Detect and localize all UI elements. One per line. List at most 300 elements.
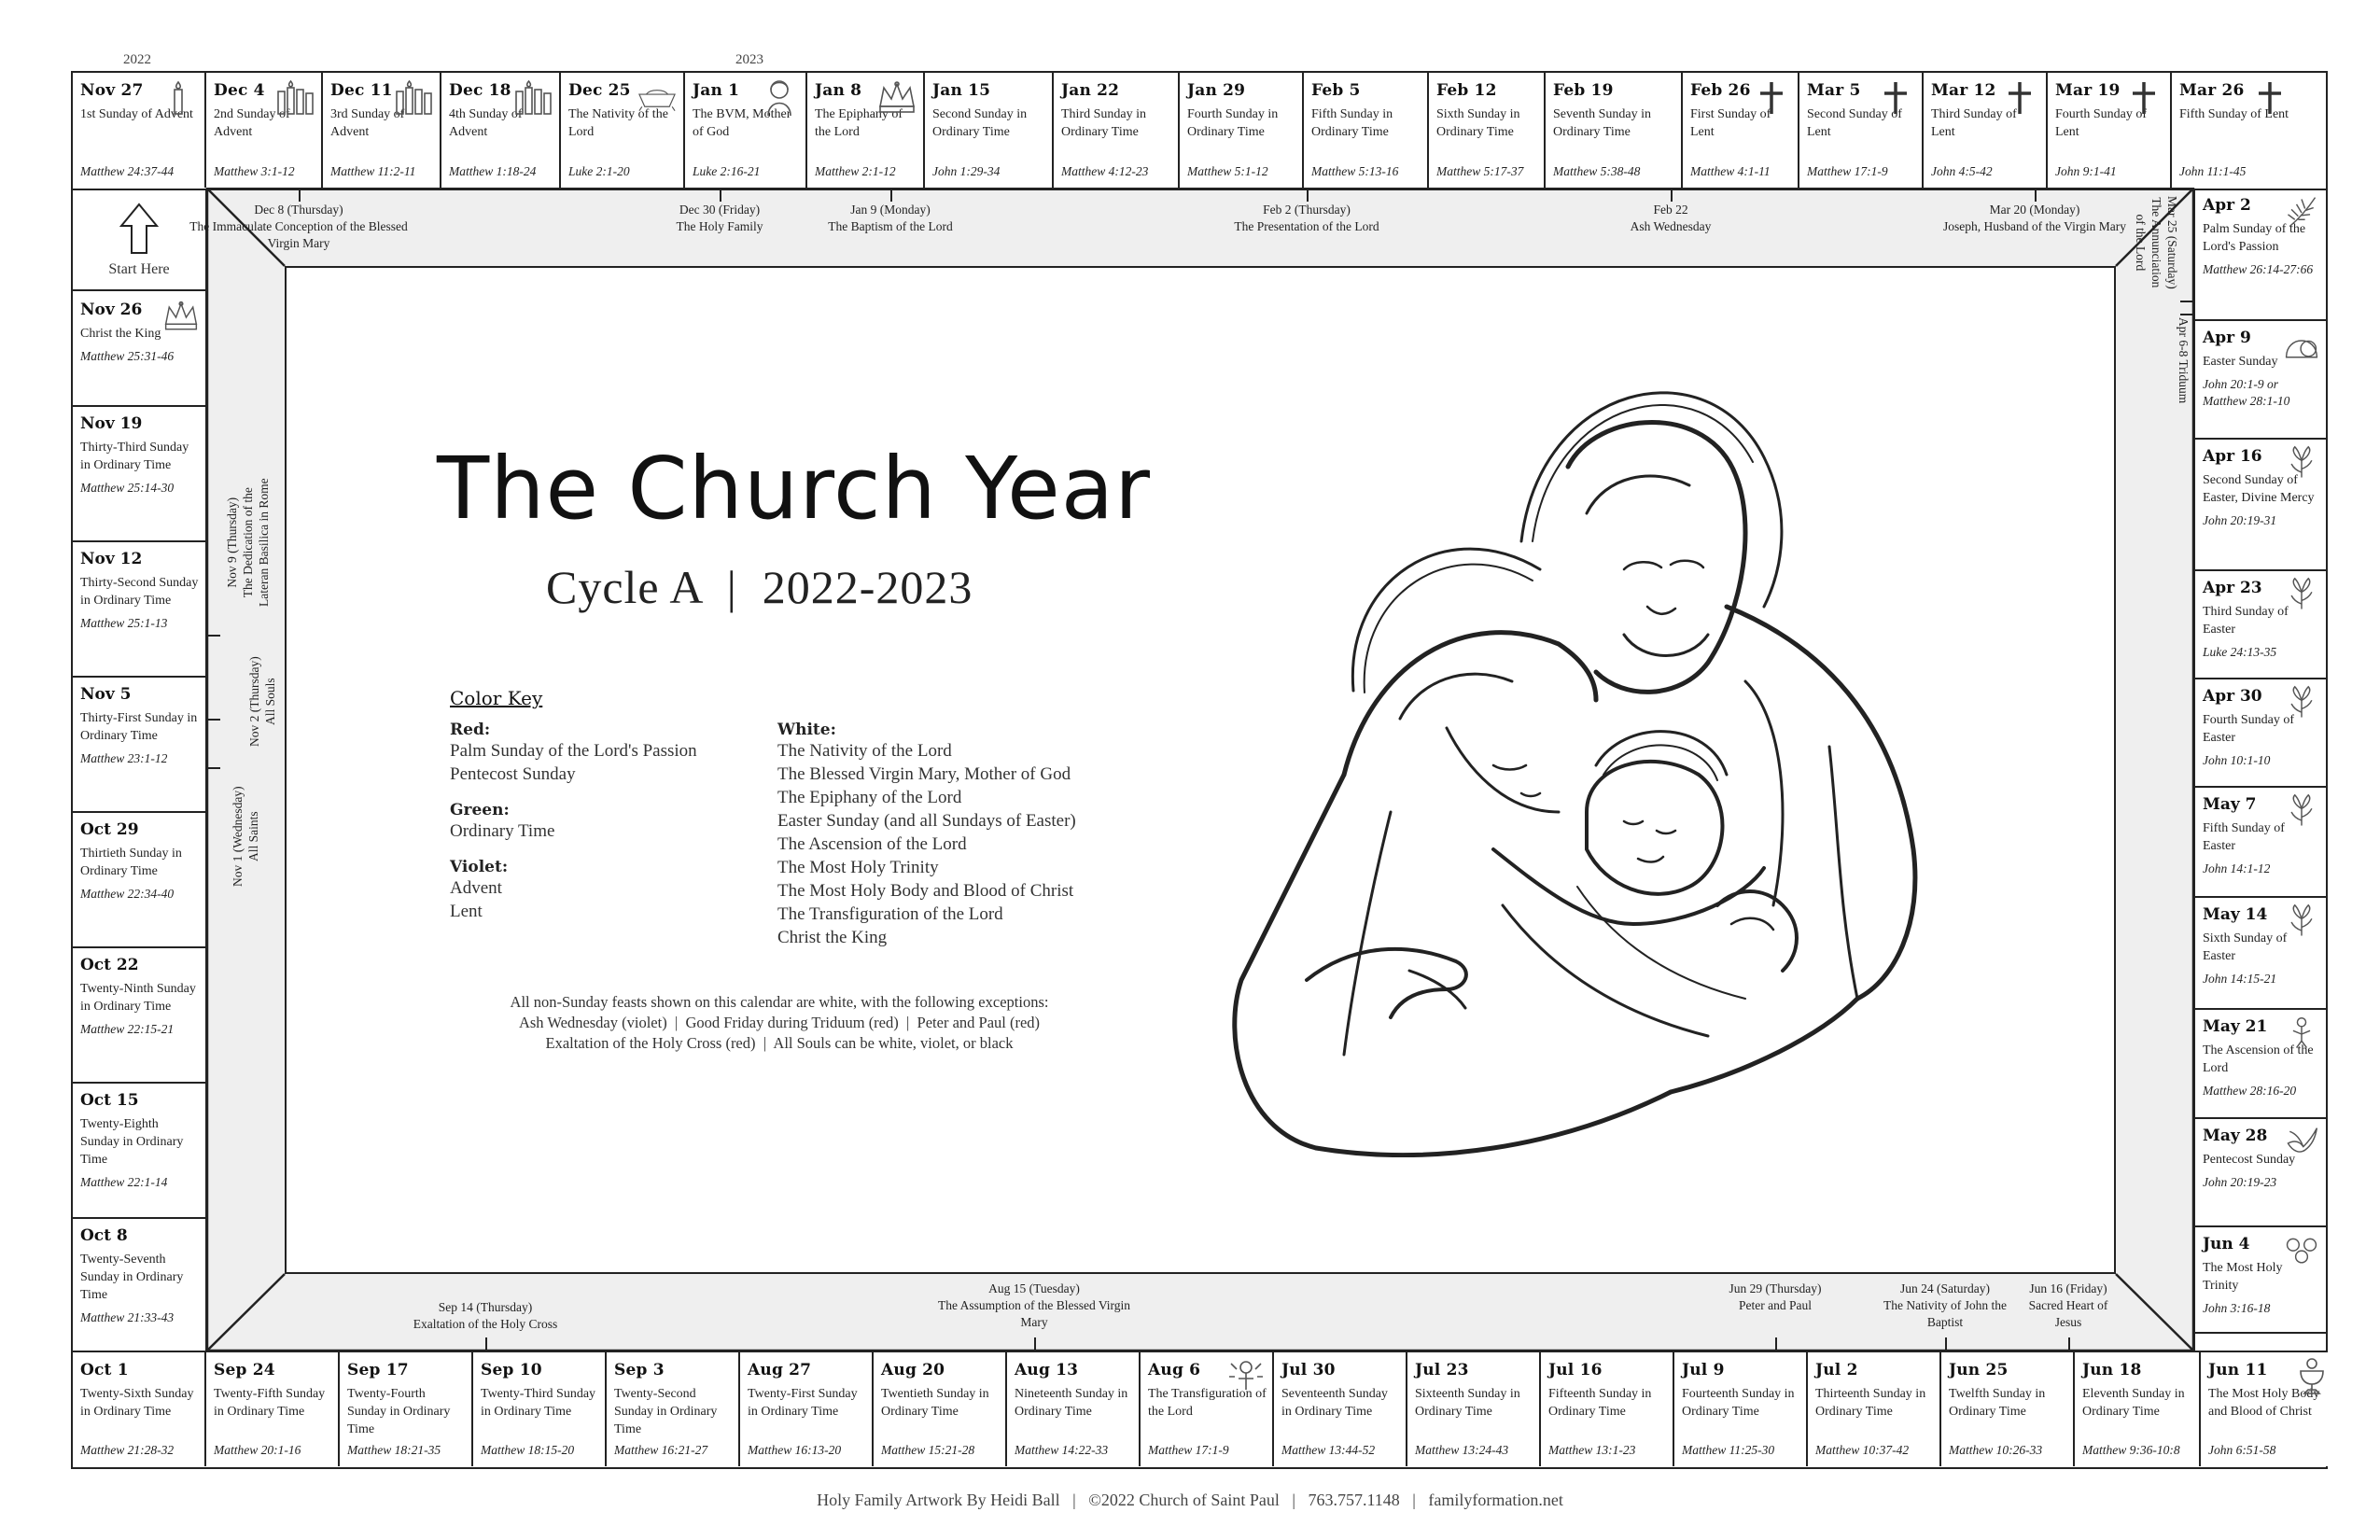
bottom-cell-aug-27 bbox=[740, 1352, 874, 1466]
cell-reading: John 9:1-41 bbox=[2055, 164, 2117, 178]
cell-reading: John 3:16-18 bbox=[2203, 1301, 2271, 1315]
lily-icon bbox=[2283, 577, 2320, 614]
feast-name: The Presentation of the Lord bbox=[1234, 219, 1379, 233]
feast-name: All Souls bbox=[263, 678, 277, 725]
cell-reading: Matthew 20:1-16 bbox=[214, 1443, 301, 1457]
page-title: The Church Year bbox=[437, 439, 1151, 539]
right_col-cell-apr-30 bbox=[2195, 679, 2326, 788]
cell-date: Jul 2 bbox=[1815, 1361, 1858, 1379]
cell-name: Thirty-Third Sunday in Ordinary Time bbox=[80, 441, 189, 472]
cell-reading: Matthew 17:1-9 bbox=[1807, 164, 1888, 178]
feast-date: Dec 30 (Friday) bbox=[679, 203, 761, 217]
top-cell-jan-29 bbox=[1180, 73, 1304, 188]
holy-family-artwork bbox=[1185, 327, 1969, 1157]
crown-icon bbox=[876, 78, 917, 116]
cell-date: Apr 9 bbox=[2203, 329, 2251, 347]
cell-reading: Matthew 10:26-33 bbox=[1949, 1443, 2043, 1457]
cell-date: Jan 8 bbox=[815, 81, 862, 100]
cell-name: 4th Sunday of Advent bbox=[449, 107, 523, 139]
cell-reading: Matthew 10:37-42 bbox=[1815, 1443, 1910, 1457]
right_col-cell-may-7 bbox=[2195, 788, 2326, 898]
cell-name: 2nd Sunday of Advent bbox=[214, 107, 290, 139]
feast-date: Jun 29 (Thursday) bbox=[1729, 1281, 1822, 1295]
notes-line: Exaltation of the Holy Cross (red) | All Souls can be white, violet, or black bbox=[545, 1034, 1014, 1052]
year-label-2023: 2023 bbox=[735, 52, 763, 67]
cell-date: Oct 15 bbox=[80, 1091, 139, 1110]
feast-date: Feb 22 bbox=[1653, 203, 1688, 217]
cell-name: Third Sunday of Easter bbox=[2203, 605, 2289, 637]
cell-reading: Matthew 18:15-20 bbox=[481, 1443, 575, 1457]
cell-name: Twenty-Fourth Sunday in Ordinary Time bbox=[347, 1387, 451, 1436]
cell-reading: John 11:1-45 bbox=[2179, 164, 2247, 178]
feast-date: Nov 9 (Thursday) bbox=[225, 497, 239, 588]
feast-tick bbox=[299, 189, 301, 202]
cell-name: Fifth Sunday of Easter bbox=[2203, 821, 2285, 853]
feast-label bbox=[188, 202, 410, 252]
white-item: The Ascension of the Lord bbox=[777, 834, 967, 854]
palm-icon bbox=[2283, 194, 2320, 231]
top-cell-feb-19 bbox=[1546, 73, 1683, 188]
cell-reading: Matthew 25:1-13 bbox=[80, 616, 168, 630]
advent-candle-icon bbox=[158, 78, 199, 116]
cell-reading: Matthew 5:1-12 bbox=[1187, 164, 1268, 178]
bottom-cell-jul-9 bbox=[1674, 1352, 1808, 1466]
cell-name: Twenty-Ninth Sunday in Ordinary Time bbox=[80, 982, 196, 1014]
feast-date: Jun 16 (Friday) bbox=[2029, 1281, 2107, 1295]
cell-name: Fourteenth Sunday in Ordinary Time bbox=[1682, 1387, 1795, 1419]
right_col-cell-jun-4 bbox=[2195, 1227, 2326, 1334]
right_col-cell-apr-23 bbox=[2195, 571, 2326, 679]
bottom-cell-sep-17 bbox=[340, 1352, 473, 1466]
cell-date: Apr 23 bbox=[2203, 579, 2262, 597]
cell-reading: John 20:19-31 bbox=[2203, 513, 2277, 527]
color-key-left bbox=[450, 706, 767, 923]
green-label: Green: bbox=[450, 801, 510, 819]
cell-date: May 14 bbox=[2203, 905, 2268, 924]
cell-date: Aug 13 bbox=[1015, 1361, 1079, 1379]
cell-reading: John 14:15-21 bbox=[2203, 972, 2277, 986]
cell-reading: Matthew 4:12-23 bbox=[1061, 164, 1149, 178]
cell-name: The Most Holy Trinity bbox=[2203, 1261, 2283, 1293]
transfiguration-icon bbox=[1225, 1358, 1267, 1395]
right_col-cell-may-28 bbox=[2195, 1119, 2326, 1227]
cell-reading: Matthew 2:1-12 bbox=[815, 164, 896, 178]
cell-date: Apr 30 bbox=[2203, 687, 2262, 706]
cell-reading: Matthew 14:22-33 bbox=[1015, 1443, 1109, 1457]
cell-date: Oct 22 bbox=[80, 956, 139, 974]
cell-name: First Sunday of Lent bbox=[1690, 107, 1771, 139]
cell-date: Aug 20 bbox=[881, 1361, 945, 1379]
cross-icon bbox=[2123, 78, 2164, 116]
cell-date: Oct 29 bbox=[80, 820, 139, 839]
cell-name: Fourth Sunday of Lent bbox=[2055, 107, 2147, 139]
lily-icon bbox=[2283, 793, 2320, 831]
feast-label bbox=[1934, 202, 2135, 235]
cell-reading: Matthew 16:21-27 bbox=[614, 1443, 708, 1457]
cell-reading: Matthew 17:1-9 bbox=[1148, 1443, 1229, 1457]
feast-name: Peter and Paul bbox=[1739, 1298, 1812, 1312]
feast-tick bbox=[2035, 189, 2037, 202]
cell-date: Nov 19 bbox=[80, 414, 143, 433]
top-cell-mar-26 bbox=[2172, 73, 2296, 188]
bottom-cell-jul-30 bbox=[1274, 1352, 1407, 1466]
cell-date: Sep 17 bbox=[347, 1361, 409, 1379]
left_col-cell-oct-29 bbox=[73, 813, 205, 948]
up-arrow-icon bbox=[119, 202, 160, 256]
top-cell-mar-19 bbox=[2048, 73, 2172, 188]
cell-date: Jul 9 bbox=[1682, 1361, 1725, 1379]
cell-reading: John 1:29-34 bbox=[932, 164, 1001, 178]
cell-name: Twelfth Sunday in Ordinary Time bbox=[1949, 1387, 2046, 1419]
cross-icon bbox=[1875, 78, 1916, 116]
cell-date: Nov 27 bbox=[80, 81, 144, 100]
feast-tick bbox=[485, 1337, 487, 1351]
feast-name: Exaltation of the Holy Cross bbox=[413, 1317, 558, 1331]
left-column bbox=[71, 189, 207, 1352]
feast-tick bbox=[207, 635, 220, 637]
bottom-cell-sep-3 bbox=[607, 1352, 740, 1466]
feast-date: Jan 9 (Monday) bbox=[850, 203, 931, 217]
cell-name: Seventh Sunday in Ordinary Time bbox=[1553, 107, 1651, 139]
cell-name: Fifth Sunday in Ordinary Time bbox=[1311, 107, 1393, 139]
cell-name: 1st Sunday of Advent bbox=[80, 107, 193, 121]
cell-name: Seventeenth Sunday in Ordinary Time bbox=[1281, 1387, 1388, 1419]
cell-date: Mar 5 bbox=[1807, 81, 1861, 100]
cell-reading: John 20:19-23 bbox=[2203, 1175, 2277, 1189]
cell-name: The Most Holy Body and Blood of Christ bbox=[2208, 1387, 2320, 1419]
feast-label bbox=[2176, 317, 2191, 403]
cell-reading: Matthew 13:44-52 bbox=[1281, 1443, 1376, 1457]
cell-name: Thirteenth Sunday in Ordinary Time bbox=[1815, 1387, 1926, 1419]
cell-name: Second Sunday of Lent bbox=[1807, 107, 1902, 139]
cell-date: Nov 12 bbox=[80, 550, 143, 568]
feast-date: Jun 24 (Saturday) bbox=[1900, 1281, 1990, 1295]
cell-name: Fifteenth Sunday in Ordinary Time bbox=[1548, 1387, 1652, 1419]
cell-reading: Matthew 1:18-24 bbox=[449, 164, 537, 178]
white-item: Easter Sunday (and all Sundays of Easter) bbox=[777, 811, 1076, 831]
right_col-cell-may-14 bbox=[2195, 898, 2326, 1010]
left_col-cell-nov-12 bbox=[73, 542, 205, 678]
page-subtitle: Cycle A | 2022-2023 bbox=[546, 561, 973, 613]
feast-name: Ash Wednesday bbox=[1630, 219, 1712, 233]
cell-date: Oct 8 bbox=[80, 1226, 128, 1245]
notes-line: All non-Sunday feasts shown on this calendar are white, with the following exceptions: bbox=[510, 993, 1049, 1011]
bottom-cell-aug-13 bbox=[1007, 1352, 1141, 1466]
white-label: White: bbox=[777, 721, 836, 739]
feast-name: The Annunciation bbox=[2149, 197, 2163, 288]
feast-tick bbox=[2180, 301, 2193, 302]
cell-reading: Matthew 5:38-48 bbox=[1553, 164, 1641, 178]
cell-reading: Matthew 25:14-30 bbox=[80, 481, 175, 495]
feast-label bbox=[1570, 202, 1771, 235]
cell-name: Twenty-Second Sunday in Ordinary Time bbox=[614, 1387, 718, 1436]
advent-candles-icon bbox=[393, 78, 434, 116]
cell-name: Second Sunday of Easter, Divine Mercy bbox=[2203, 473, 2315, 505]
cell-date: Nov 26 bbox=[80, 301, 143, 319]
cell-name: Fourth Sunday of Easter bbox=[2203, 713, 2294, 745]
feast-name: Lateran Basilica in Rome bbox=[257, 478, 271, 607]
cell-reading: Matthew 13:1-23 bbox=[1548, 1443, 1636, 1457]
cell-reading: Luke 2:16-21 bbox=[693, 164, 761, 178]
cell-date: Mar 12 bbox=[1931, 81, 1996, 100]
lily-icon bbox=[2283, 445, 2320, 483]
start-here-box bbox=[73, 189, 205, 291]
left_col-cell-nov-26 bbox=[73, 293, 205, 407]
violet-label: Violet: bbox=[450, 858, 509, 876]
cell-date: Mar 19 bbox=[2055, 81, 2121, 100]
cell-name: The Ascension of the Lord bbox=[2203, 1043, 2314, 1075]
cell-name: Twenty-Seventh Sunday in Ordinary Time bbox=[80, 1253, 184, 1302]
red-label: Red: bbox=[450, 721, 491, 739]
cell-date: Jun 4 bbox=[2203, 1235, 2250, 1253]
footer: Holy Family Artwork By Heidi Ball | ©2022 Church of Saint Paul | 763.757.1148 | familyformation.net bbox=[817, 1491, 1563, 1509]
top-cell-jan-22 bbox=[1054, 73, 1180, 188]
cell-date: Feb 19 bbox=[1553, 81, 1614, 100]
cell-reading: Matthew 9:36-10:8 bbox=[2082, 1443, 2180, 1457]
feast-label bbox=[1710, 1281, 1841, 1314]
manger-icon bbox=[637, 78, 678, 116]
feast-date: Feb 2 (Thursday) bbox=[1263, 203, 1351, 217]
feast-label bbox=[931, 1281, 1137, 1331]
feast-name: The Dedication of the bbox=[241, 487, 255, 598]
cell-date: Aug 6 bbox=[1148, 1361, 1201, 1379]
cell-date: Sep 10 bbox=[481, 1361, 542, 1379]
feast-label bbox=[1206, 202, 1407, 235]
cell-name: Pentecost Sunday bbox=[2203, 1153, 2296, 1167]
cell-name: Sixth Sunday in Ordinary Time bbox=[1436, 107, 1520, 139]
cell-name: Twenty-Sixth Sunday in Ordinary Time bbox=[80, 1387, 194, 1419]
top-cell-feb-12 bbox=[1429, 73, 1546, 188]
cell-date: Aug 27 bbox=[748, 1361, 812, 1379]
cell-name: Twenty-Third Sunday in Ordinary Time bbox=[481, 1387, 596, 1419]
feast-name: All Saints bbox=[246, 811, 260, 861]
white-item: The Transfiguration of the Lord bbox=[777, 904, 1003, 924]
red-item: Pentecost Sunday bbox=[450, 764, 576, 784]
cell-date: Jun 18 bbox=[2082, 1361, 2142, 1379]
cell-name: Third Sunday of Lent bbox=[1931, 107, 2017, 139]
cell-reading: Matthew 26:14-27:66 bbox=[2203, 262, 2314, 276]
feast-date: Aug 15 (Tuesday) bbox=[988, 1281, 1080, 1295]
cell-date: Jun 11 bbox=[2208, 1361, 2268, 1379]
cell-date: Oct 1 bbox=[80, 1361, 129, 1379]
white-item: The Nativity of the Lord bbox=[777, 741, 952, 761]
green-item: Ordinary Time bbox=[450, 821, 555, 841]
cell-reading: Matthew 28:16-20 bbox=[2203, 1084, 2297, 1098]
white-item: The Most Holy Body and Blood of Christ bbox=[777, 881, 1074, 901]
feast-label bbox=[2133, 196, 2180, 289]
bottom-cell-jul-2 bbox=[1808, 1352, 1941, 1466]
dove-icon bbox=[2283, 1125, 2320, 1162]
cell-reading: Matthew 13:24-43 bbox=[1415, 1443, 1509, 1457]
top-cell-dec-4 bbox=[206, 73, 323, 188]
feast-name: The Nativity of John the Baptist bbox=[1883, 1298, 2007, 1329]
cell-name: Nineteenth Sunday in Ordinary Time bbox=[1015, 1387, 1128, 1419]
feast-date: Dec 8 (Thursday) bbox=[254, 203, 343, 217]
bottom-cell-sep-24 bbox=[206, 1352, 340, 1466]
top-cell-dec-11 bbox=[323, 73, 441, 188]
top-cell-jan-15 bbox=[925, 73, 1054, 188]
cell-reading: John 14:1-12 bbox=[2203, 861, 2271, 875]
white-item: The Most Holy Trinity bbox=[777, 858, 939, 877]
left_col-cell-oct-15 bbox=[73, 1084, 205, 1219]
cell-name: The Transfiguration of the Lord bbox=[1148, 1387, 1267, 1419]
cell-date: Sep 24 bbox=[214, 1361, 275, 1379]
year-label-2022: 2022 bbox=[123, 52, 151, 67]
feast-date: Mar 20 (Monday) bbox=[1989, 203, 2080, 217]
bottom-cell-aug-6 bbox=[1141, 1352, 1274, 1466]
feast-name: The Holy Family bbox=[676, 219, 763, 233]
cell-reading: Matthew 24:37-44 bbox=[80, 164, 175, 178]
right-column bbox=[2193, 189, 2328, 1352]
feast-name: Sacred Heart of Jesus bbox=[2028, 1298, 2108, 1329]
cell-date: Jan 29 bbox=[1187, 81, 1246, 100]
feast-tick bbox=[2180, 314, 2193, 315]
cell-date: Mar 26 bbox=[2179, 81, 2245, 100]
feast-name: The Immaculate Conception of the Blessed Virgin Mary bbox=[189, 219, 408, 250]
cell-date: Feb 5 bbox=[1311, 81, 1361, 100]
feast-date: Apr 6-8 Triduum bbox=[2177, 317, 2191, 404]
feast-date: Nov 2 (Thursday) bbox=[247, 656, 261, 747]
violet-item: Advent bbox=[450, 878, 502, 898]
left_col-cell-oct-22 bbox=[73, 948, 205, 1084]
cell-date: May 28 bbox=[2203, 1127, 2268, 1145]
lily-icon bbox=[2283, 685, 2320, 722]
cell-name: Second Sunday in Ordinary Time bbox=[932, 107, 1028, 139]
feast-tick bbox=[720, 189, 721, 202]
cell-reading: Matthew 15:21-28 bbox=[881, 1443, 975, 1457]
cell-name: Christ the King bbox=[80, 327, 161, 341]
cell-reading: John 6:51-58 bbox=[2208, 1443, 2276, 1457]
cell-name: Twenty-Fifth Sunday in Ordinary Time bbox=[214, 1387, 326, 1419]
cell-reading: Matthew 22:15-21 bbox=[80, 1022, 175, 1036]
top-cell-jan-1 bbox=[685, 73, 807, 188]
cell-date: Apr 2 bbox=[2203, 196, 2251, 215]
cell-reading: Luke 24:13-35 bbox=[2203, 645, 2277, 659]
white-item: The Epiphany of the Lord bbox=[777, 788, 962, 807]
top-cell-mar-12 bbox=[1924, 73, 2048, 188]
feast-label bbox=[2017, 1281, 2120, 1331]
cell-date: Dec 25 bbox=[568, 81, 631, 100]
feast-tick bbox=[890, 189, 892, 202]
crown-icon bbox=[162, 299, 200, 336]
top-cell-jan-8 bbox=[807, 73, 925, 188]
bottom-cell-jun-18 bbox=[2075, 1352, 2201, 1466]
feast-tick bbox=[1945, 1337, 1947, 1351]
color-key-heading: Color Key bbox=[450, 687, 543, 709]
bottom-cell-jul-16 bbox=[1541, 1352, 1674, 1466]
bottom-cell-sep-10 bbox=[473, 1352, 607, 1466]
cell-date: Dec 18 bbox=[449, 81, 511, 100]
cell-name: The BVM, Mother of God bbox=[693, 107, 791, 139]
cell-reading: Matthew 23:1-12 bbox=[80, 751, 168, 765]
cell-date: Jul 23 bbox=[1415, 1361, 1469, 1379]
cross-icon bbox=[2249, 78, 2290, 116]
cell-name: Twenty-Eighth Sunday in Ordinary Time bbox=[80, 1117, 184, 1167]
top-cell-dec-25 bbox=[561, 73, 685, 188]
feast-label bbox=[230, 786, 261, 887]
color-notes bbox=[373, 992, 1185, 1054]
trinity-icon bbox=[2283, 1233, 2320, 1270]
cell-date: Jul 30 bbox=[1281, 1361, 1336, 1379]
feast-date: Nov 1 (Wednesday) bbox=[231, 786, 245, 887]
start-here-label: Start Here bbox=[108, 261, 170, 277]
cell-name: Fourth Sunday in Ordinary Time bbox=[1187, 107, 1279, 139]
left_col-cell-nov-19 bbox=[73, 407, 205, 542]
feast-date: Sep 14 (Thursday) bbox=[438, 1300, 533, 1314]
cell-name: Eleventh Sunday in Ordinary Time bbox=[2082, 1387, 2185, 1419]
cell-date: Apr 16 bbox=[2203, 447, 2262, 466]
bottom-cell-jun-11 bbox=[2201, 1352, 2338, 1466]
feast-tick bbox=[207, 767, 220, 769]
feast-label bbox=[790, 202, 991, 235]
cross-icon bbox=[1751, 78, 1792, 116]
cell-date: Jan 15 bbox=[932, 81, 991, 100]
cell-date: Dec 4 bbox=[214, 81, 265, 100]
feast-name: of the Lord bbox=[2134, 214, 2148, 272]
cell-date: Jul 16 bbox=[1548, 1361, 1603, 1379]
cell-name: Sixth Sunday of Easter bbox=[2203, 931, 2288, 963]
mary-icon bbox=[759, 78, 800, 116]
top-cell-nov-27 bbox=[73, 73, 206, 188]
cell-date: Dec 11 bbox=[330, 81, 393, 100]
cell-name: Fifth Sunday of Lent bbox=[2179, 107, 2289, 121]
violet-item: Lent bbox=[450, 902, 483, 921]
cell-date: Sep 3 bbox=[614, 1361, 665, 1379]
feast-tick bbox=[207, 719, 220, 721]
top-row bbox=[71, 71, 2328, 190]
cell-date: Nov 5 bbox=[80, 685, 132, 704]
top-cell-feb-5 bbox=[1304, 73, 1429, 188]
right_col-cell-apr-9 bbox=[2195, 321, 2326, 440]
red-item: Palm Sunday of the Lord's Passion bbox=[450, 741, 697, 761]
advent-candles-icon bbox=[274, 78, 315, 116]
feast-tick bbox=[1034, 1337, 1036, 1351]
white-item: Christ the King bbox=[777, 928, 888, 947]
cell-name: The Epiphany of the Lord bbox=[815, 107, 903, 139]
chalice-icon bbox=[2291, 1358, 2332, 1395]
lily-icon bbox=[2283, 903, 2320, 941]
cell-date: Feb 12 bbox=[1436, 81, 1497, 100]
bottom-cell-jun-25 bbox=[1941, 1352, 2075, 1466]
bottom-cell-aug-20 bbox=[874, 1352, 1007, 1466]
cell-name: Thirty-First Sunday in Ordinary Time bbox=[80, 711, 198, 743]
cell-name: Thirtieth Sunday in Ordinary Time bbox=[80, 847, 182, 878]
cell-reading: Matthew 25:31-46 bbox=[80, 349, 175, 363]
cell-name: Twentieth Sunday in Ordinary Time bbox=[881, 1387, 989, 1419]
ascension-icon bbox=[2283, 1015, 2320, 1053]
feast-label bbox=[224, 478, 272, 607]
cell-name: 3rd Sunday of Advent bbox=[330, 107, 405, 139]
cross-icon bbox=[1999, 78, 2040, 116]
feast-date: Mar 25 (Saturday) bbox=[2165, 196, 2179, 289]
bottom-cell-oct-1 bbox=[73, 1352, 206, 1466]
cell-date: Jan 22 bbox=[1061, 81, 1120, 100]
cell-date: May 21 bbox=[2203, 1017, 2268, 1036]
cell-date: May 7 bbox=[2203, 795, 2257, 814]
color-key-right bbox=[777, 706, 1151, 949]
cell-reading: Matthew 5:17-37 bbox=[1436, 164, 1524, 178]
cell-reading: Luke 2:1-20 bbox=[568, 164, 630, 178]
cell-reading: Matthew 18:21-35 bbox=[347, 1443, 441, 1457]
feast-name: Joseph, Husband of the Virgin Mary bbox=[1943, 219, 2126, 233]
top-cell-feb-26 bbox=[1683, 73, 1799, 188]
white-item: The Blessed Virgin Mary, Mother of God bbox=[777, 764, 1071, 784]
cell-reading: Matthew 3:1-12 bbox=[214, 164, 295, 178]
right_col-cell-may-21 bbox=[2195, 1010, 2326, 1119]
cell-name: Sixteenth Sunday in Ordinary Time bbox=[1415, 1387, 1520, 1419]
cell-name: Thirty-Second Sunday in Ordinary Time bbox=[80, 576, 199, 608]
feast-label bbox=[246, 656, 278, 747]
